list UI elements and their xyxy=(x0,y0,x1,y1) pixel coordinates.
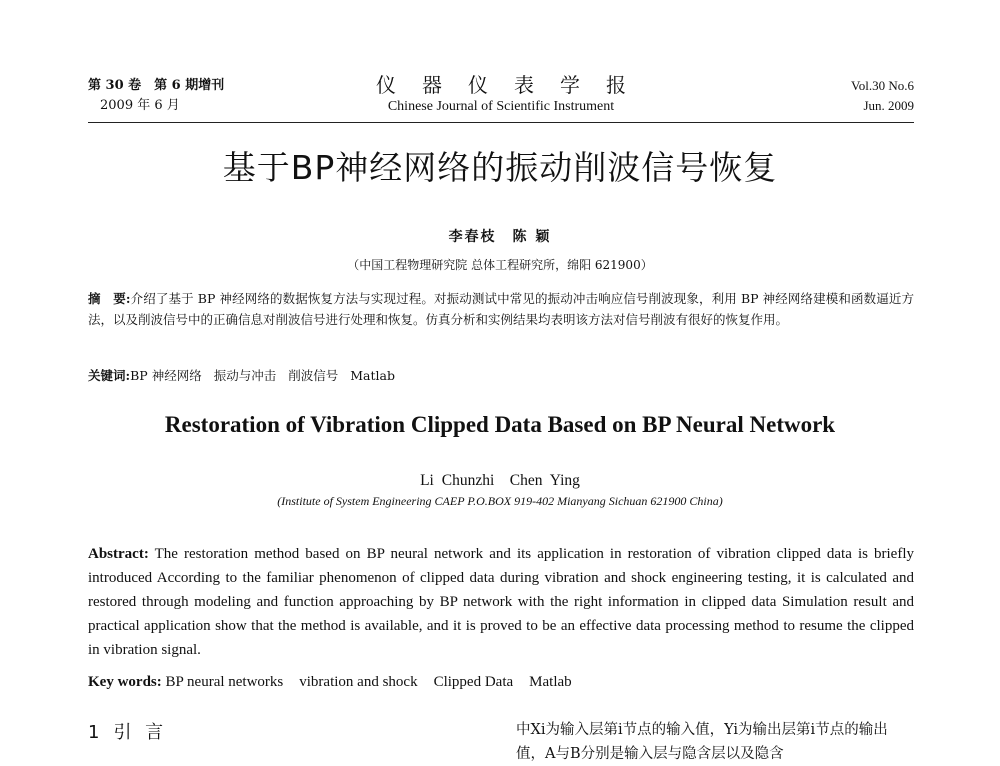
keyword-cn: Matlab xyxy=(350,368,395,383)
abstract-cn-label: 摘 要: xyxy=(88,291,131,306)
body-text-right-column: 中Xi为输入层第i节点的输入值，Yi为输出层第i节点的输出值，A与B分别是输入层与隐含层以及隐含 xyxy=(516,722,888,762)
header-center xyxy=(88,72,914,116)
abstract-en-text: The restoration method based on BP neural network and its application in restoration of vibration clipped data is briefly introduced According to the familiar phenomenon of clipped data during vibration and shock engineering testing, it is calculated and restored through modeling and function approaching by BP network with the right information in clipped data Simulation result and practical application show that the method is available, and it is proved to be an effective data processing method to resume the clipped in vibration signal. xyxy=(88,546,915,658)
abstract-cn-text: 介绍了基于 BP 神经网络的数据恢复方法与实现过程。对振动测试中常见的振动冲击响应信号削波现象，利用 BP 神经网络建模和函数逼近方法，以及削波信号中的正确信息对削波信号进行处理和恢复。仿真分析和实例结果均表明该方法对信号削波有很好的恢复作用。 xyxy=(88,291,914,327)
volume-issue: 第 30 卷 第 6 期增刊 xyxy=(88,78,225,93)
title-en: Restoration of Vibration Clipped Data Based on BP Neural Network xyxy=(164,412,836,437)
journal-name-cn: 仪器仪表学报 xyxy=(376,73,652,97)
title-cn: 基于BP神经网络的振动削波信号恢复 xyxy=(222,148,778,187)
keywords-en-label: Key words: xyxy=(88,674,162,690)
date-en: Jun. 2009 xyxy=(863,98,914,113)
keyword-cn: BP 神经网络 xyxy=(130,368,202,383)
keyword-cn: 振动与冲击 xyxy=(213,368,277,383)
abstract-en xyxy=(88,542,914,662)
section-number: 1 xyxy=(88,722,104,743)
abstract-en-label: Abstract: xyxy=(88,546,149,562)
section-heading xyxy=(88,718,167,744)
abstract-cn xyxy=(88,288,914,330)
authors-cn: 李春枝 陈 颖 xyxy=(448,229,552,245)
keywords-cn xyxy=(88,366,914,386)
keywords-en xyxy=(88,670,914,694)
keyword-en: Clipped Data xyxy=(433,674,514,690)
header-rule xyxy=(88,122,914,123)
volume-en: Vol.30 No.6 xyxy=(851,78,914,93)
journal-header xyxy=(88,73,914,120)
journal-name-en: Chinese Journal of Scientific Instrument xyxy=(387,99,615,114)
date-cn: 2009 年 6 月 xyxy=(100,98,180,113)
header-right xyxy=(851,76,914,116)
keyword-en: vibration and shock xyxy=(299,674,418,690)
authors-en: Li Chunzhi Chen Ying xyxy=(420,472,580,489)
affiliation-cn: （中国工程物理研究院 总体工程研究所，绵阳 621900） xyxy=(347,258,653,272)
keyword-en: BP neural networks xyxy=(165,674,284,690)
section-title: 引 言 xyxy=(113,722,168,743)
keyword-cn: 削波信号 xyxy=(288,368,339,383)
keyword-en: Matlab xyxy=(529,674,572,690)
affiliation-en: (Institute of System Engineering CAEP P.O.BOX 919-402 Mianyang Sichuan 621900 China) xyxy=(277,494,723,508)
keywords-cn-label: 关键词: xyxy=(88,368,131,383)
